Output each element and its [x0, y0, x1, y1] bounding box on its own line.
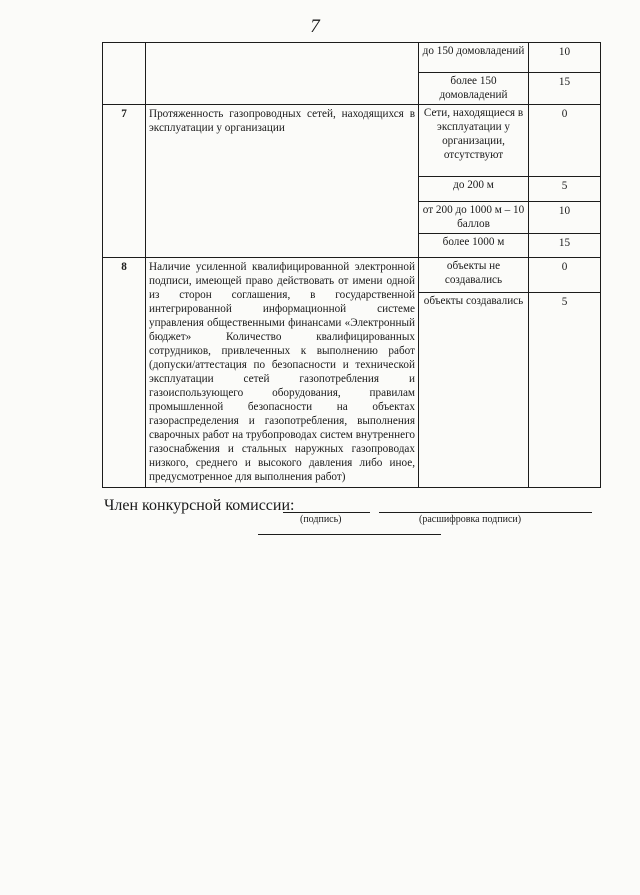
points-value: 5 — [561, 180, 568, 192]
name-decoding-field[interactable] — [379, 512, 592, 513]
page-number: 7 — [310, 16, 320, 37]
points-value: 5 — [561, 295, 568, 308]
points-value: 10 — [558, 205, 571, 217]
signature-label: Член конкурсной комиссии: — [104, 497, 295, 514]
criterion-number-cell — [103, 43, 146, 105]
points-cell — [529, 177, 601, 202]
option-text: Сети, находящиеся в эксплуатации у организации, отсутствуют — [423, 107, 524, 161]
criterion-description: Наличие усиленной квалифицированной электронной подписи, имеющей право действовать от имени одной из сторон соглашения, в государственной интегрированной информационной системе управления общественными финансами «Электронный бюджет» Количество квалифицированных сотрудников, привлеченных к выполнению работ (допуски/аттестация по безопасности и технической эксплуатации сетей газопотребления и газоиспользующего оборудования, правилам промышленной безопасности на объектах газораспределения и газопотребления, выполнения сварочных работ на трубопроводах систем внутреннего газоснабжения и стальных наружных газопроводах низкого, среднего и высокого давления либо иное, предусмотренное для выполнения работ) — [149, 261, 415, 483]
criterion-description: Протяженность газопроводных сетей, находящихся в эксплуатации у организации — [149, 108, 415, 134]
option-cell — [419, 43, 529, 73]
option-cell — [419, 292, 529, 487]
signature-caption: (подпись) — [300, 514, 342, 525]
points-value: 0 — [561, 108, 568, 120]
option-text: объекты не создавались — [444, 260, 503, 286]
option-cell — [419, 177, 529, 202]
option-text: от 200 до 1000 м – 10 баллов — [422, 204, 525, 230]
points-value: 10 — [558, 46, 571, 58]
signature-field[interactable] — [283, 512, 370, 513]
criterion-description-cell — [146, 105, 419, 258]
option-text: до 200 м — [453, 179, 494, 191]
table-row — [103, 43, 601, 73]
points-cell — [529, 292, 601, 487]
name-decoding-caption: (расшифровка подписи) — [419, 514, 522, 525]
criteria-table — [102, 42, 601, 488]
points-value: 15 — [558, 76, 571, 88]
criterion-description-cell — [146, 258, 419, 488]
table-row — [103, 105, 601, 177]
points-cell — [529, 234, 601, 258]
criterion-number-cell — [103, 258, 146, 488]
option-text: объекты создавались — [423, 294, 524, 307]
criterion-number: 8 — [121, 261, 127, 273]
points-cell — [529, 258, 601, 293]
table-row — [103, 258, 601, 293]
criterion-description-cell — [146, 43, 419, 105]
points-value: 15 — [558, 237, 571, 249]
points-cell — [529, 43, 601, 73]
option-cell — [419, 202, 529, 234]
option-text: до 150 домовладений — [422, 45, 525, 57]
option-text: более 1000 м — [442, 236, 505, 248]
divider-line — [258, 534, 441, 535]
points-cell — [529, 105, 601, 177]
points-value: 0 — [561, 261, 568, 273]
points-cell — [529, 73, 601, 105]
option-text: более 150 домовладений — [439, 75, 508, 101]
points-cell — [529, 202, 601, 234]
option-cell — [419, 234, 529, 258]
option-cell — [419, 73, 529, 105]
criterion-number: 7 — [121, 108, 127, 120]
criterion-number-cell — [103, 105, 146, 258]
option-cell — [419, 105, 529, 177]
option-cell — [419, 258, 529, 293]
